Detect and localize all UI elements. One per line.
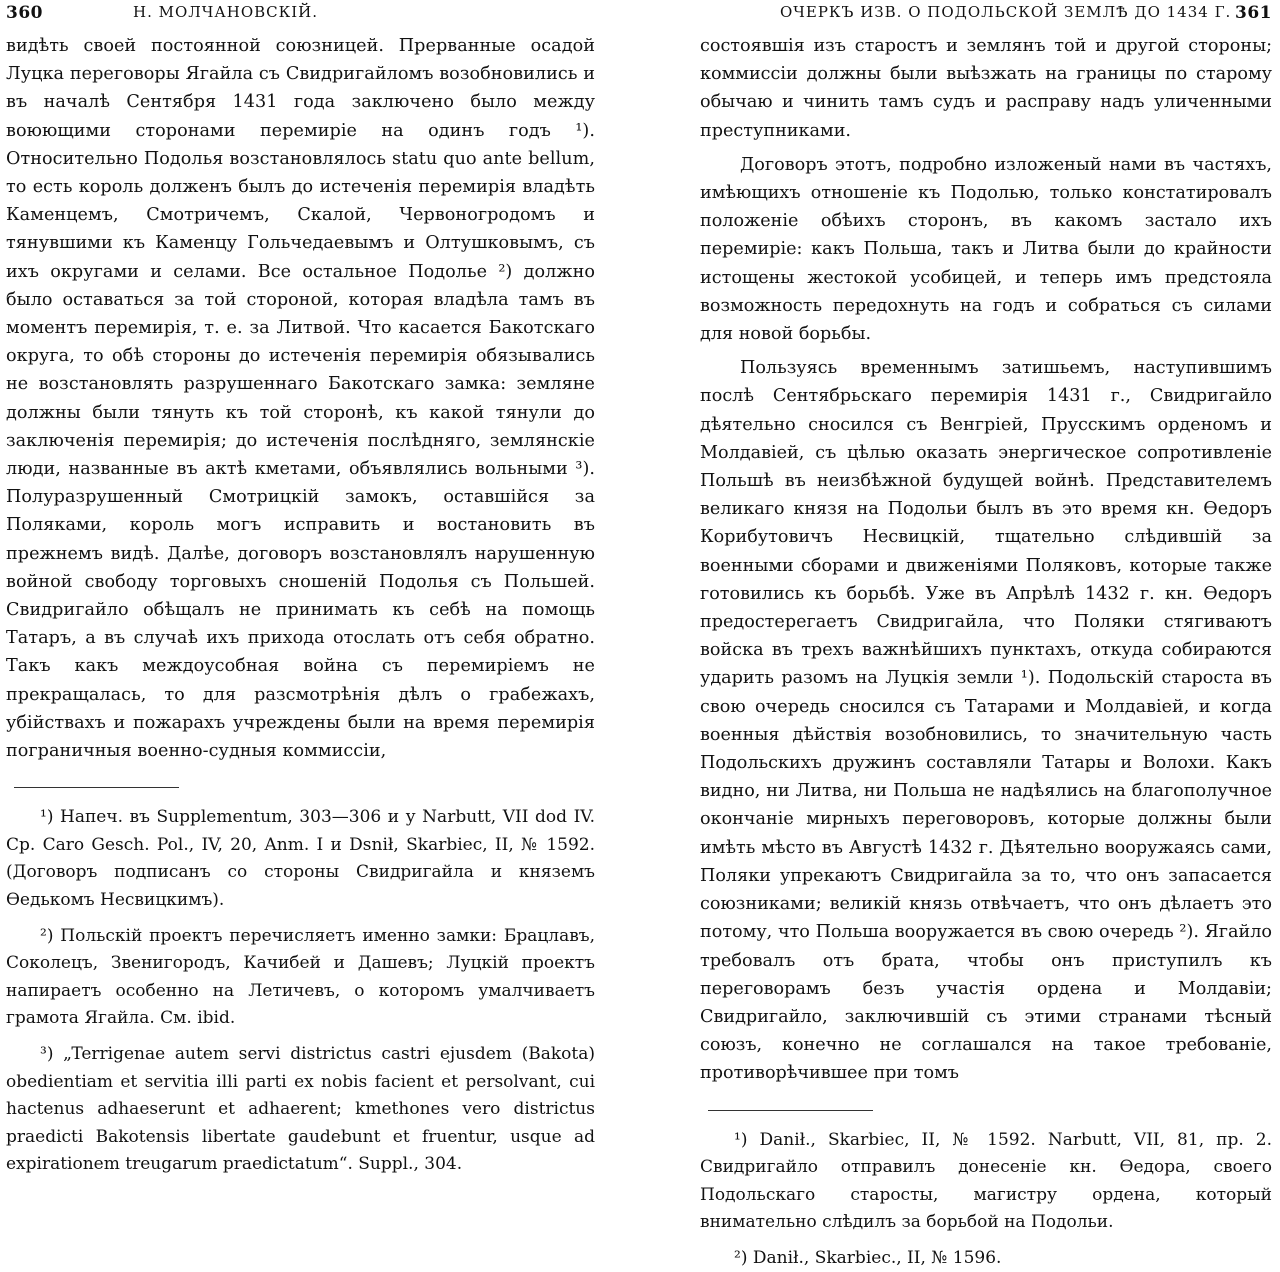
page-number: 361	[1235, 3, 1272, 23]
footnote: ²) Danił., Skarbiec., II, № 1596.	[734, 1247, 1002, 1268]
paragraph: видѣть своей постоянной союзницей. Прерванные осадой Луцка переговоры Ягайла съ Свидригайломъ возобновились и въ началѣ Сентября 1431 года заключено было между воюющими сторонами перемиріе на одинъ годъ ¹). Относительно Подолья возстановлялось statu quo ante bellum, то есть король долженъ былъ до истеченія перемирія владѣть Каменцемъ, Смотричемъ, Скалой, Червоногродомъ и тянувшими къ Каменцу Гольчедаевымъ и Олтушковымъ, съ ихъ округами и селами. Все остальное Подолье ²) должно было оставаться за той стороной, которая владѣла тамъ въ моментъ перемирія, т. е. за Литвой. Что касается Бакотскаго округа, то обѣ стороны до истеченія перемирія обязывались не возстановлять разрушеннаго Бакотскаго замка: земляне должны были тянуть къ той сторонѣ, къ какой тянули до заключенія перемирія; до истеченія послѣдняго, землянскіе люди, названные въ актѣ кметами, объявлялись вольными ³). Полуразрушенный Смотрицкій замокъ, оставшійся за Поляками, король могъ исправить и востановить въ прежнемъ видѣ. Далѣе, договоръ возстановлялъ нарушенную войной свободу торговыхъ сношеній Подолья съ Польшей. Свидригайло обѣщалъ не принимать къ себѣ на помощь Татаръ, а въ случаѣ ихъ прихода отослать отъ себя обратно. Такъ какъ междоусобная война съ перемиріемъ не прекращалась, то для разсмотрѣнія дѣлъ о грабежахъ, убійствахъ и пожарахъ учреждены были на время перемирія пограничныя военно-судныя коммиссіи,	[6, 36, 595, 762]
running-head: ОЧЕРКЪ ИЗВ. О ПОДОЛЬСКОЙ ЗЕМЛѢ ДО 1434 Г.	[780, 3, 1232, 21]
page-header	[700, 0, 1272, 28]
footnote: ¹) Напеч. въ Supplementum, 303—306 и у Narbutt, VII dod IV. Cp. Caro Gesch. Pol., IV, 20, Anm. I и Dsnił, Skarbiec, II, № 1592. (Договоръ подписанъ со стороны Свидригайла и княземъ Ѳедькомъ Несвицкимъ).	[6, 807, 595, 911]
footnote: ¹) Danił., Skarbiec, II, № 1592. Narbutt, VII, 81, пр. 2. Свидригайло отправилъ донесеніе кн. Ѳедора, своего Подольскаго старосты, магистру ордена, который внимательно слѣдилъ за борьбой на Подольи.	[700, 1129, 1272, 1233]
footnotes	[700, 1127, 1272, 1272]
paragraph: состоявшія изъ старостъ и землянъ той и другой стороны; коммиссіи должны были выѣзжать на границы по старому обычаю и чинить тамъ судъ и расправу надъ уличенными преступниками.	[700, 36, 1272, 141]
left-page	[0, 0, 640, 1175]
page-number: 360	[6, 3, 43, 23]
footnote-rule	[708, 1110, 873, 1111]
paragraph: Пользуясь временнымъ затишьемъ, наступившимъ послѣ Сентябрьскаго перемирія 1431 г., Свидригайло дѣятельно сносился съ Венгріей, Прусскимъ орденомъ и Молдавіей, съ цѣлью оказать энергическое сопротивленіе Польшѣ въ неизбѣжной будущей войнѣ. Представителемъ великаго князя на Подольи былъ въ это время кн. Ѳедоръ Корибутовичъ Несвицкій, тщательно слѣдившій за военными сборами и движеніями Поляковъ, которые также готовились къ борьбѣ. Уже въ Апрѣлѣ 1432 г. кн. Ѳедоръ предостерегаетъ Свидригайла, что Поляки стягиваютъ войска въ трехъ важнѣйшихъ пунктахъ, откуда собираются ударить разомъ на Луцкія земли ¹). Подольскій староста въ свою очередь сносился съ Татарами и Молдавіей, и когда военныя дѣйствія возобновились, то значительную часть Подольскихъ дружинъ составляли Татары и Волохи. Какъ видно, ни Литва, ни Польша не надѣялись на благополучное окончаніе мирныхъ переговоровъ, которые должны были имѣть мѣсто въ Августѣ 1432 г. Дѣятельно вооружаясь сами, Поляки упрекаютъ Свидригайла за то, что онъ запасается союзниками; великій князь отвѣчаетъ, что онъ дѣлаетъ это потому, что Польша вооружается въ свою очередь ²). Ягайло требовалъ отъ брата, чтобы онъ приступилъ къ переговорамъ безъ участія ордена и Молдавіи; Свидригайло, заключившій съ этими странами тѣсный союзъ, конечно не соглашался на такое требованіе, противорѣчившее при томъ	[700, 358, 1272, 1084]
paragraph: Договоръ этотъ, подробно изложеный нами въ частяхъ, имѣющихъ отношеніе къ Подолью, только констатировалъ положеніе обѣихъ сторонъ, въ какомъ застало ихъ перемиріе: какъ Польша, такъ и Литва были до крайности истощены жестокой усобицей, и теперь имъ предстояла возможность передохнуть на годъ и собраться съ силами для новой борьбы.	[700, 154, 1272, 345]
footnote: ³) „Terrigenae autem servi districtus castri ejusdem (Bakota) obedientiam et servitia illi parti ex nobis facient et persolvant, cui hactenus adhaeserunt et adhaerent; kmethones vero districtus praedicti Bakotensis libertate gaudebunt et fruentur, usque ad expirationem treugarum praedictatum“. Suppl., 304.	[6, 1044, 595, 1175]
footnotes	[6, 804, 595, 1179]
main-text	[700, 32, 1272, 1088]
right-page	[640, 0, 1280, 1268]
page-header	[6, 0, 595, 28]
running-head: Н. МОЛЧАНОВСКІЙ.	[133, 3, 319, 21]
footnote-rule	[14, 787, 179, 788]
main-text	[6, 32, 595, 765]
footnote: ²) Польскій проектъ перечисляетъ именно замки: Брацлавъ, Соколецъ, Звенигородъ, Качибей и Дашевъ; Луцкій проектъ напираетъ особенно на Летичевъ, о которомъ умалчиваетъ грамота Ягайла. См. ibid.	[6, 925, 595, 1029]
